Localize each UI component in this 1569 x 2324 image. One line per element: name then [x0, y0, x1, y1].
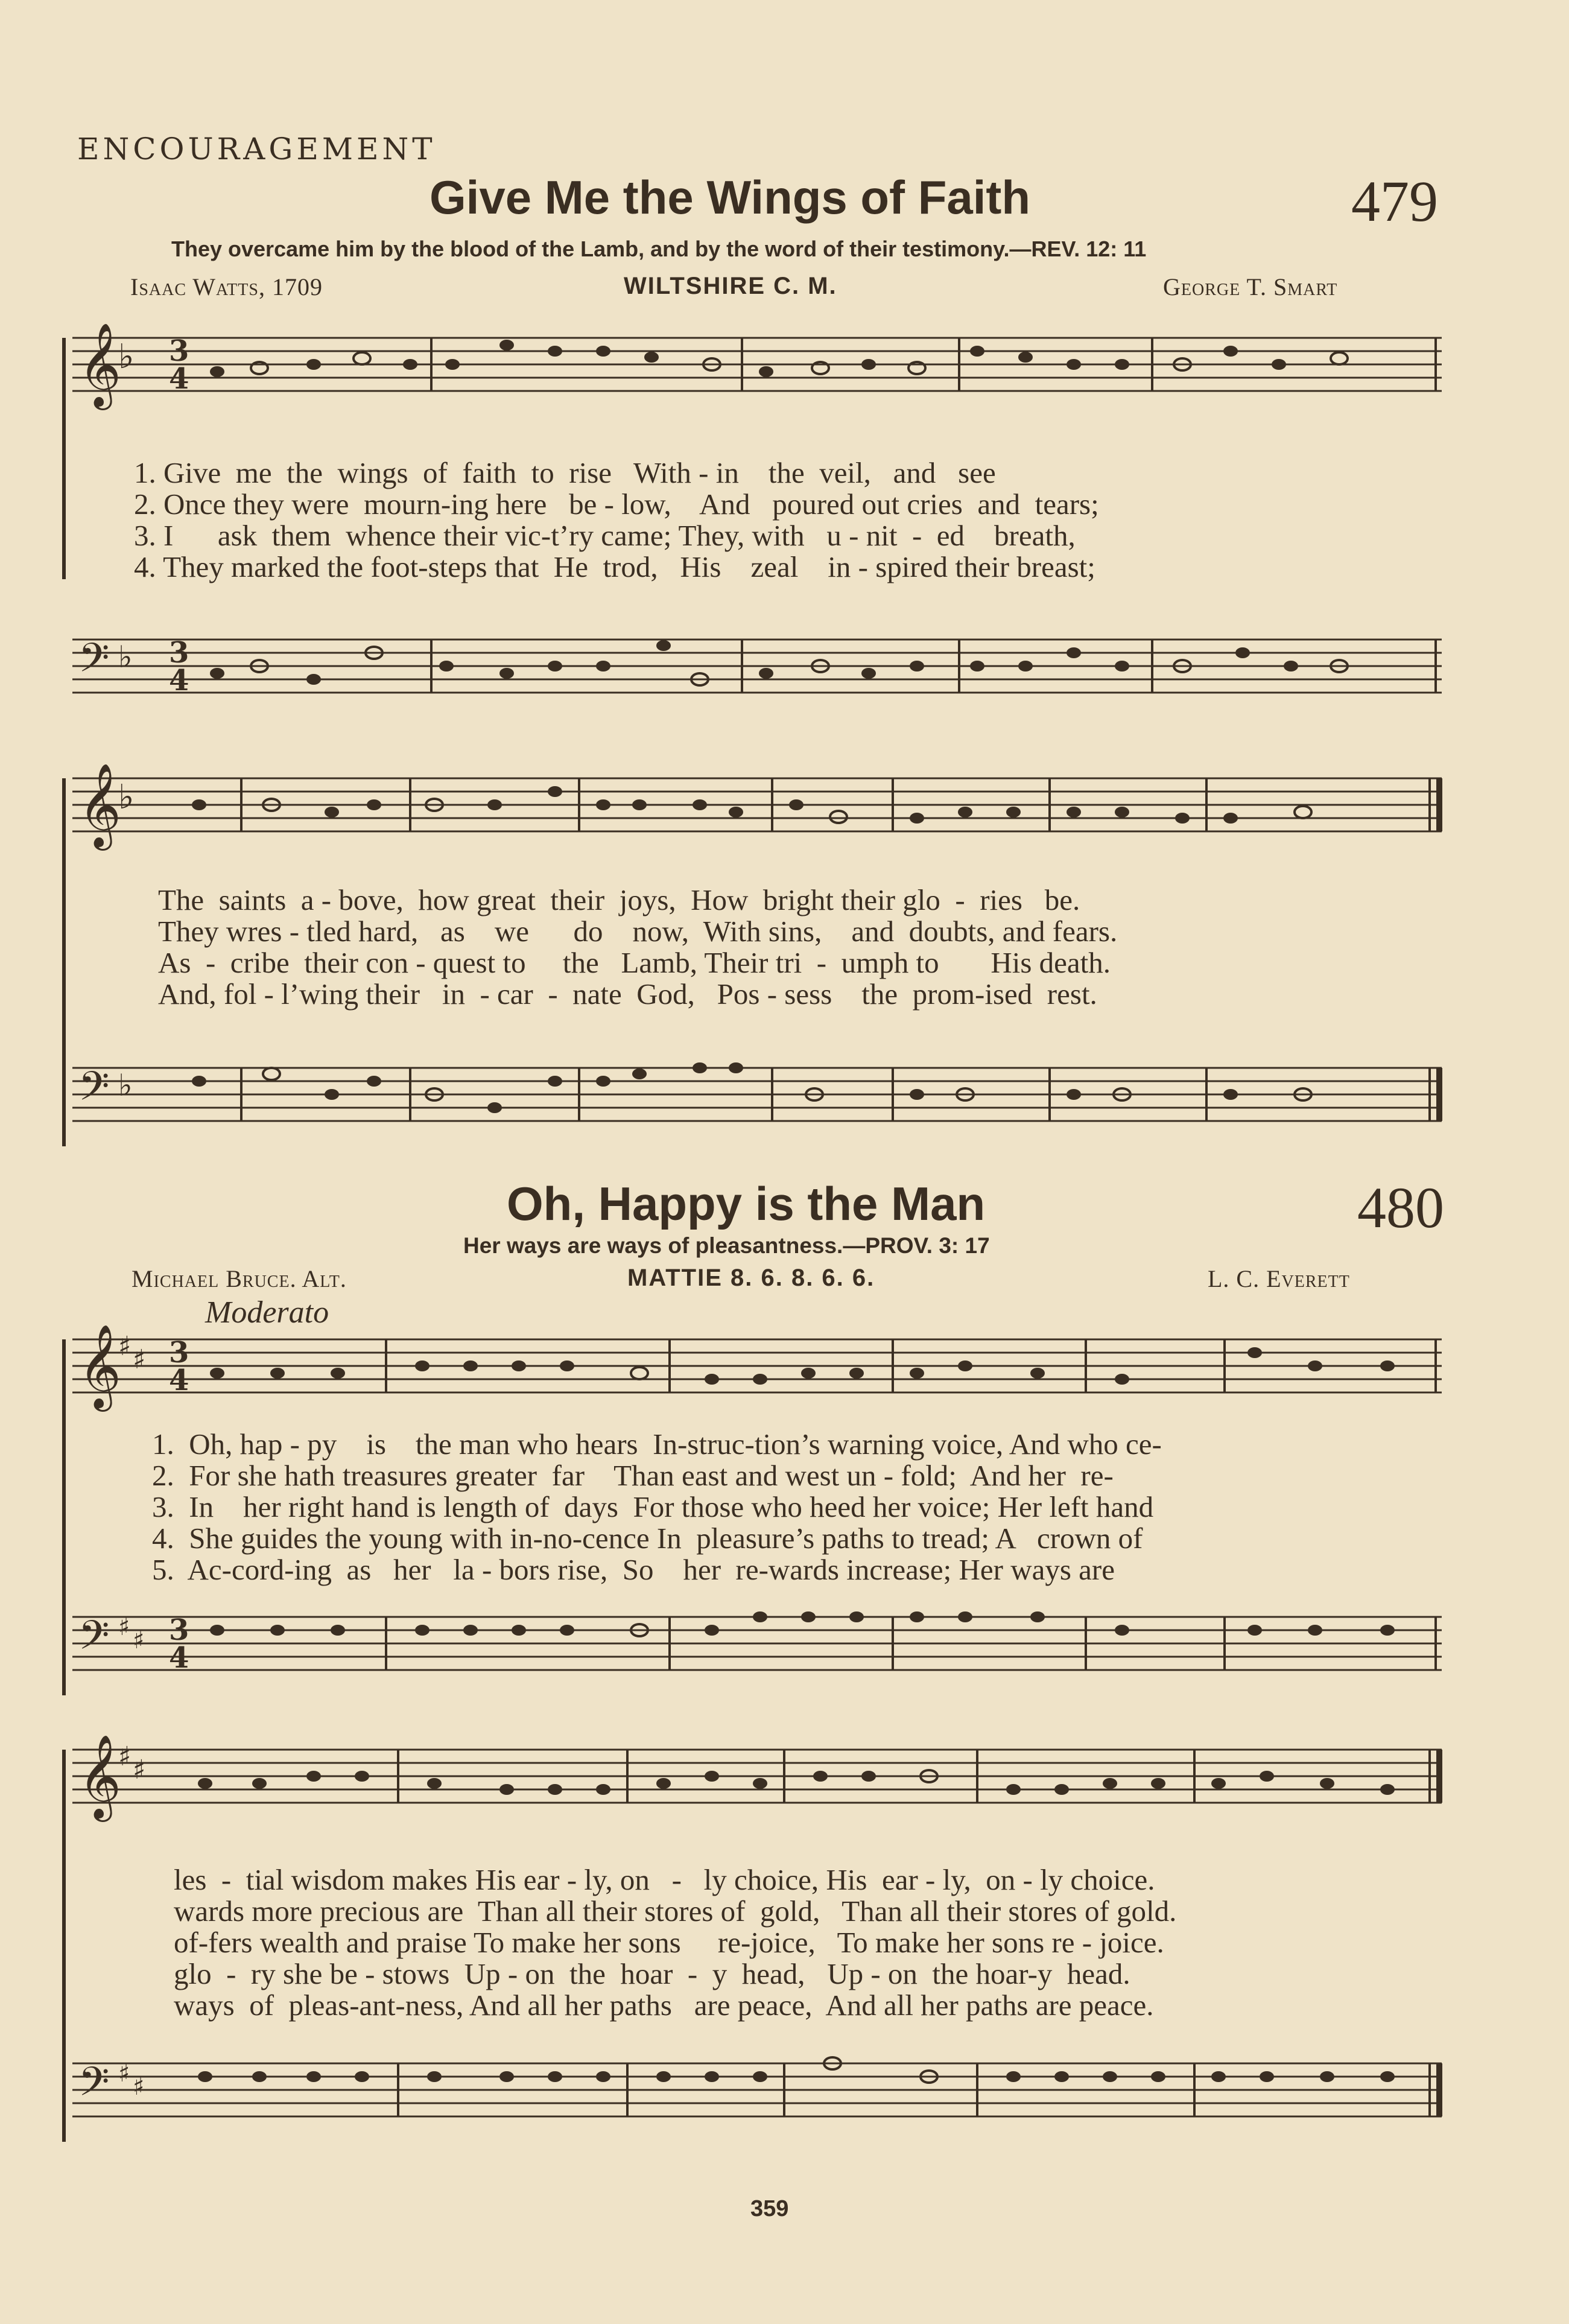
hymn-480-treble-staff-1: [60, 1315, 1448, 1424]
hymn-480-verse-4-line-1: 4. She guides the young with in-no-cence In pleasure’s paths to tread; A crown of: [152, 1522, 1143, 1555]
svg-text:𝄞: 𝄞: [78, 763, 121, 847]
hymn-480-tempo: Moderato: [205, 1295, 329, 1330]
section-heading: ENCOURAGEMENT: [77, 132, 436, 167]
hymn-479-verse-2-line-1: 2. Once they were mourn-ing here be - low, And poured out cries and tears;: [134, 487, 1099, 521]
hymn-480-treble-staff-2: [60, 1726, 1448, 1834]
svg-text:♯: ♯: [133, 1754, 146, 1785]
svg-text:4: 4: [169, 362, 189, 396]
svg-text:♭: ♭: [118, 337, 135, 376]
hymn-479-verse-3-line-2: As - cribe their con - quest to the Lamb, Their tri - umph to His death.: [158, 946, 1111, 979]
svg-text:♯: ♯: [133, 1344, 146, 1375]
svg-text:♯: ♯: [118, 2060, 130, 2087]
hymn-479-verse-3-line-1: 3. I ask them whence their vic-t’ry came; They, with u - nit - ed breath,: [134, 519, 1076, 552]
svg-text:♭: ♭: [118, 778, 135, 817]
svg-text:𝄢: 𝄢: [78, 2059, 110, 2115]
hymn-479-title: Give Me the Wings of Faith: [429, 171, 1031, 224]
hymn-479-composer: George T. Smart: [1163, 273, 1338, 300]
svg-text:𝄢: 𝄢: [78, 635, 110, 691]
svg-text:3: 3: [169, 1613, 189, 1647]
svg-text:3: 3: [169, 636, 189, 670]
hymn-479-treble-staff-2: [60, 754, 1448, 863]
svg-text:♭: ♭: [118, 640, 133, 675]
svg-text:♯: ♯: [133, 2073, 145, 2101]
hymn-480-title: Oh, Happy is the Man: [507, 1177, 986, 1230]
svg-text:4: 4: [169, 1641, 189, 1675]
svg-text:♯: ♯: [118, 1741, 132, 1772]
svg-text:𝄞: 𝄞: [78, 323, 121, 407]
hymn-480-bass-staff-2: [60, 2015, 1448, 2172]
hymn-480-verse-5-line-2: ways of pleas-ant-ness, And all her paths are peace, And all her paths are peace.: [174, 1989, 1154, 2022]
hymn-479-verse-1-line-2: The saints a - bove, how great their joys, How bright their glo - ries be.: [158, 883, 1080, 916]
hymn-480-verse-1-line-1: 1. Oh, hap - py is the man who hears In-struc-tion’s warning voice, And who ce-: [152, 1427, 1162, 1461]
hymn-480-verse-3-line-2: of-fers wealth and praise To make her sons re-joice, To make her sons re - joice.: [174, 1926, 1164, 1959]
svg-text:𝄢: 𝄢: [78, 1063, 110, 1119]
hymn-480-composer: L. C. Everett: [1208, 1265, 1350, 1292]
hymn-480-bass-staff-1: [60, 1581, 1448, 1707]
svg-text:4: 4: [169, 1364, 189, 1397]
hymn-480-tune: MATTIE 8. 6. 8. 6. 6.: [627, 1265, 875, 1291]
svg-text:3: 3: [169, 334, 189, 368]
hymn-480-scripture: Her ways are ways of pleasantness.—PROV. 3: 17: [463, 1233, 990, 1258]
hymn-479-verse-1-line-1: 1. Give me the wings of faith to rise With - in the veil, and see: [134, 456, 996, 489]
svg-text:♭: ♭: [118, 1068, 133, 1103]
hymn-479-bass-staff-1: [60, 603, 1448, 724]
hymn-480-verse-3-line-1: 3. In her right hand is length of days For those who heed her voice; Her left hand: [152, 1490, 1154, 1523]
hymn-480-verse-4-line-2: glo - ry she be - stows Up - on the hoar - y head, Up - on the hoar-y head.: [174, 1957, 1130, 1990]
hymn-480-verse-2-line-2: wards more precious are Than all their stores of gold, Than all their stores of gold.: [174, 1894, 1177, 1928]
svg-text:♯: ♯: [118, 1331, 132, 1362]
hymn-480-verse-2-line-1: 2. For she hath treasures greater far Than east and west un - fold; And her re-: [152, 1459, 1114, 1492]
hymn-479-author: Isaac Watts, 1709: [130, 273, 323, 300]
svg-text:4: 4: [169, 664, 189, 697]
hymn-479-treble-staff-1: [60, 314, 1448, 422]
page-number: 359: [750, 2196, 789, 2221]
svg-text:3: 3: [169, 1336, 189, 1370]
hymn-480-author: Michael Bruce. Alt.: [132, 1265, 347, 1292]
hymn-479-tune: WILTSHIRE C. M.: [624, 273, 837, 299]
hymn-480-verse-1-line-2: les - tial wisdom makes His ear - ly, on - ly choice, His ear - ly, on - ly choice.: [174, 1863, 1155, 1896]
svg-text:𝄞: 𝄞: [78, 1735, 121, 1818]
hymn-479-verse-2-line-2: They wres - tled hard, as we do now, With sins, and doubts, and fears.: [158, 915, 1118, 948]
hymn-479-scripture: They overcame him by the blood of the Lamb, and by the word of their testimony.—REV. 12: 11: [171, 237, 1147, 261]
hymn-480-number: 480: [1357, 1175, 1444, 1240]
svg-text:♯: ♯: [118, 1613, 130, 1641]
hymn-480-verse-5-line-1: 5. Ac-cord-ing as her la - bors rise, So her re-wards increase; Her ways are: [152, 1553, 1115, 1586]
svg-text:𝄞: 𝄞: [78, 1324, 121, 1408]
svg-text:♯: ♯: [133, 1627, 145, 1654]
svg-text:𝄢: 𝄢: [78, 1612, 110, 1668]
hymn-479-number: 479: [1351, 169, 1438, 233]
hymn-479-verse-4-line-2: And, fol - l’wing their in - car - nate God, Pos - sess the prom-ised rest.: [158, 977, 1097, 1011]
hymn-479-bass-staff-2: [60, 1032, 1448, 1152]
hymn-479-verse-4-line-1: 4. They marked the foot-steps that He trod, His zeal in - spired their breast;: [134, 550, 1095, 583]
